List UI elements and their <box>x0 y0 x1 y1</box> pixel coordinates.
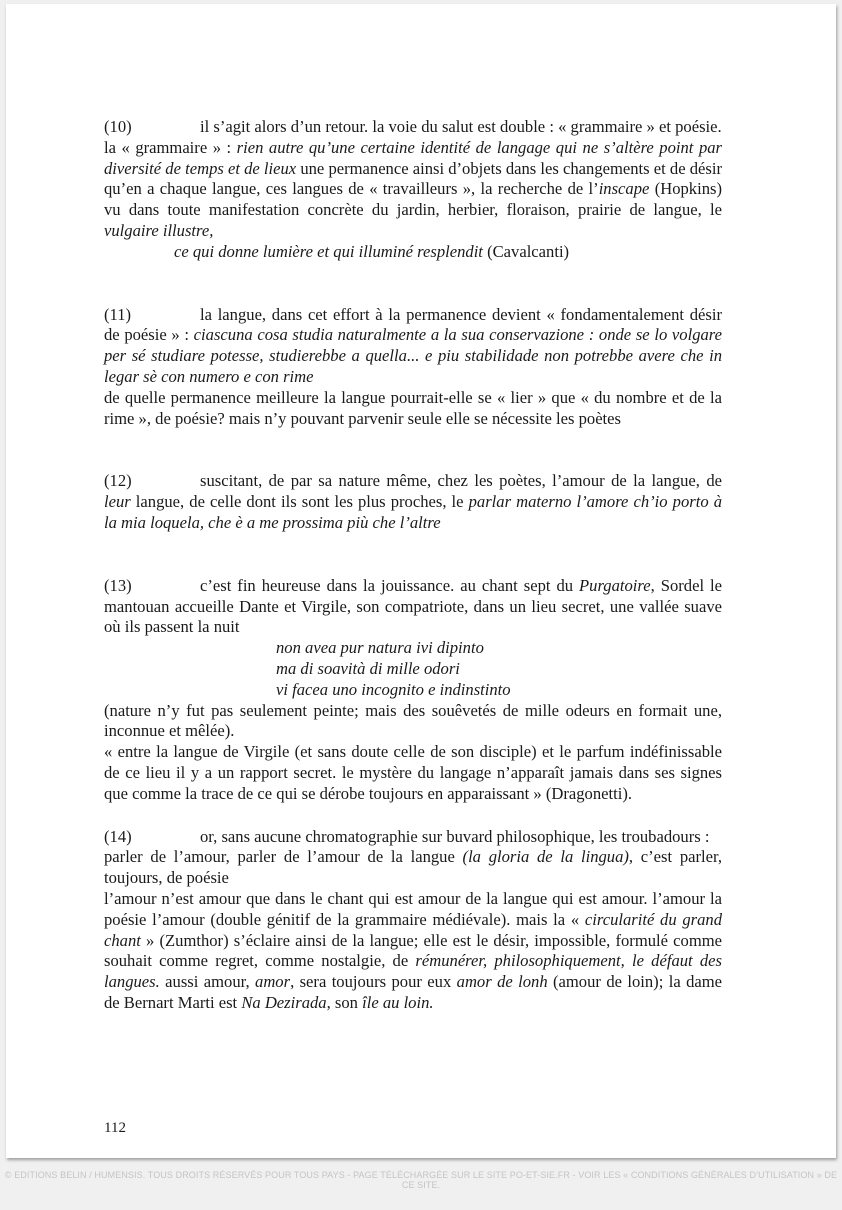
section-number: (10) <box>104 117 132 136</box>
page-body <box>104 117 722 1014</box>
italic-run: Na Dezirada <box>241 992 327 1012</box>
text-run: la « grammaire » : <box>104 137 237 157</box>
paragraph <box>104 576 722 638</box>
text-run: c’est fin heureuse dans la jouissance. au chant sept du <box>200 575 580 595</box>
verse-line: non avea pur natura ivi dipinto <box>276 638 484 658</box>
italic-run: ce qui donne lumière et qui illuminé resplendit <box>174 241 483 261</box>
indented-quote <box>104 242 722 263</box>
section-13 <box>104 576 722 805</box>
italic-run: leur <box>104 492 131 512</box>
section-number: (12) <box>104 471 132 491</box>
italic-run: île au loin. <box>362 992 434 1012</box>
italic-run: ciascuna cosa studia naturalmente a la sua conservazione : onde se lo volgare per sé studiare potesse, studierebbe a quella... e piu stabilidade non potrebbe avere che in legar sè con numero e con rime <box>104 325 722 386</box>
page-number: 112 <box>104 1120 126 1136</box>
book-page <box>6 4 836 1158</box>
verse-line: vi facea uno incognito e indinstinto <box>276 679 511 699</box>
italic-run: rémunérer, philosophiquement, le défaut des langues. <box>104 951 722 992</box>
italic-run: vulgaire illustre, <box>104 220 214 240</box>
section-gap <box>104 534 722 576</box>
paragraph <box>104 889 722 1014</box>
text-run: il s’agit alors d’un retour. la voie du salut est double : « grammaire » et poésie. <box>200 117 722 136</box>
section-gap <box>104 263 722 305</box>
section-10 <box>104 117 722 263</box>
text-run: une permanence ainsi d’objets dans les changements et de désir qu’en a chaque langue, ces langues de « travailleurs », la recherche de l’ <box>104 158 722 199</box>
copyright-footer: © EDITIONS BELIN / HUMENSIS. TOUS DROITS RÉSERVÉS POUR TOUS PAYS - PAGE TÉLÉCHARGÉE SUR LE SITE PO-ET-SIE.FR - VOIR LES « CONDITIONS GÉNÉRALES D’UTILISATION » DE CE SITE. <box>4 1170 838 1190</box>
text-run: or, sans aucune chromatographie sur buvard philosophique, les troubadours : <box>200 826 710 846</box>
section-number: (11) <box>104 304 132 324</box>
italic-run: circularité du grand chant <box>104 909 723 950</box>
italic-run: inscape <box>598 179 650 199</box>
paragraph <box>104 138 722 242</box>
paragraph <box>104 388 722 430</box>
text-run: , son <box>326 992 363 1012</box>
text-run: (Cavalcanti) <box>482 241 570 261</box>
text-run: (amour de loin); la dame de Bernart Marti est <box>104 972 723 1012</box>
italic-run: rien autre qu’une certaine identité de langage qui ne s’altère point par diversité de temps et de lieux <box>104 137 722 178</box>
italic-run: amor <box>255 972 291 992</box>
text-run: la langue, dans cet effort à la permanence devient « fondamentalement désir de poésie » : <box>104 304 722 345</box>
text-run: l’amour n’est amour que dans le chant qui est amour de la langue qui est amour. l’amour la poésie l’amour (double génitif de la grammaire médiévale). mais la « <box>104 888 722 929</box>
italic-run: Purgatoire <box>579 575 651 595</box>
verse-line: ma di soavità di mille odori <box>276 658 460 678</box>
text-run: (nature n’y fut pas seulement peinte; mais des souêvetés de mille odeurs en formait une, inconnue et mêlée). <box>104 700 722 741</box>
section-gap <box>104 805 722 827</box>
text-run: « entre la langue de Virgile (et sans doute celle de son disciple) et le parfum indéfinissable de ce lieu il y a un rapport secret. le mystère du langage n’apparaît jamais dans ses signes que comme la trace de ce qui se dérobe toujours en apparaissant » (Dragonetti). <box>104 742 722 803</box>
text-run: (Hopkins) vu dans toute manifestation concrète du jardin, herbier, floraison, prairie de langue, le <box>104 179 722 220</box>
section-number: (13) <box>104 575 132 595</box>
text-run: aussi amour, <box>159 972 256 992</box>
italic-run: parlar materno l’amore ch’io porto à la mia loquela, che è a me prossima più che l’altre <box>104 492 722 532</box>
text-run: de quelle permanence meilleure la langue pourrait-elle se « lier » que « du nombre et de la rime », de poésie? mais n’y pouvant parvenir seule elle se nécessite les poètes <box>104 387 722 428</box>
section-11 <box>104 305 722 430</box>
paragraph <box>104 471 722 533</box>
text-run: langue, de celle dont ils sont les plus proches, le <box>130 492 469 512</box>
paragraph <box>104 305 722 388</box>
section-12 <box>104 471 722 533</box>
text-run: , c’est parler, toujours, de poésie <box>104 847 722 888</box>
section-14 <box>104 827 722 1014</box>
text-run: » (Zumthor) s’éclaire ainsi de la langue; elle est le désir, impossible, formulé comme souhait comme regret, comme nostalgie, de <box>104 930 722 971</box>
paragraph <box>104 701 722 743</box>
paragraph <box>104 117 722 138</box>
section-gap <box>104 429 722 471</box>
text-run: , sera toujours pour eux <box>290 972 457 992</box>
text-run: suscitant, de par sa nature même, chez les poètes, l’amour de la langue, de <box>200 471 722 491</box>
italic-run: (la gloria de la lingua) <box>462 847 629 867</box>
paragraph <box>104 742 722 804</box>
paragraph <box>104 847 722 889</box>
text-run: parler de l’amour, parler de l’amour de la langue <box>104 847 463 867</box>
paragraph <box>104 827 722 848</box>
text-run: , Sordel le mantouan accueille Dante et Virgile, son compatriote, dans un lieu secret, une vallée suave où ils passent la nuit <box>104 575 722 637</box>
section-number: (14) <box>104 826 132 846</box>
italic-run: amor de lonh <box>456 972 548 992</box>
